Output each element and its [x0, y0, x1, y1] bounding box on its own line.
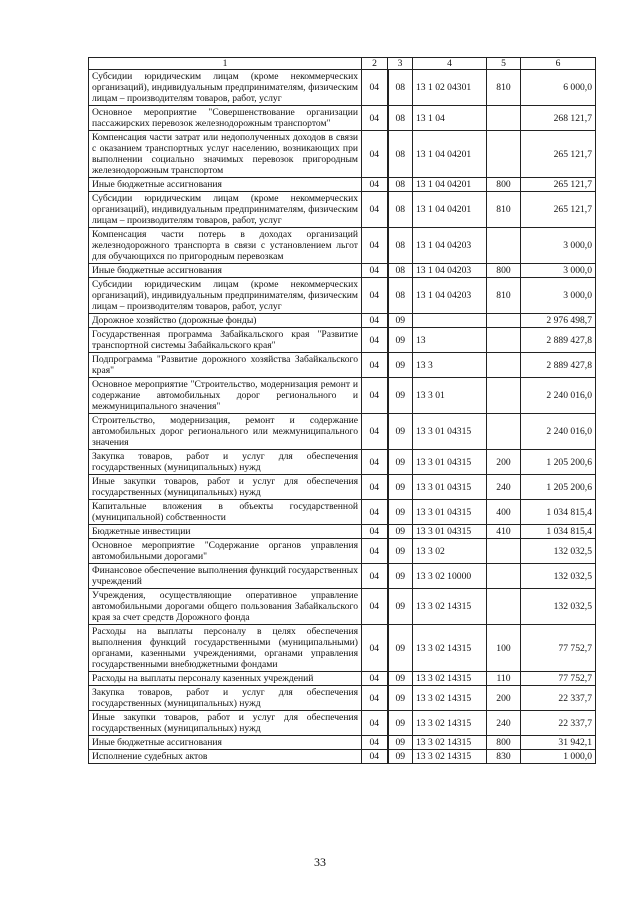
- row-description: Расходы на выплаты персоналу в целях обеспечения выполнения функций государственными (муниципальными) органами, казенными учреждениями, органами управления государственными внебюджетными фондами: [89, 625, 362, 672]
- row-expense-type: [487, 414, 521, 450]
- row-target-article: 13 3 01 04315: [413, 450, 487, 475]
- row-description: Основное мероприятие "Строительство, модернизация ремонт и содержание автомобильных дорог регионального и межмуниципального значения": [89, 378, 362, 414]
- header-col-3: 3: [388, 58, 413, 70]
- table-row: [89, 736, 596, 750]
- row-description: Закупка товаров, работ и услуг для обеспечения государственных (муниципальных) нужд: [89, 450, 362, 475]
- row-section: 04: [362, 672, 388, 686]
- row-section: 04: [362, 278, 388, 314]
- row-target-article: 13 1 04 04203: [413, 264, 487, 278]
- row-target-article: 13 3 02 14315: [413, 750, 487, 764]
- row-expense-type: 800: [487, 178, 521, 192]
- header-col-6: 6: [521, 58, 596, 70]
- row-amount: 1 205 200,6: [521, 475, 596, 500]
- row-amount: 1 034 815,4: [521, 500, 596, 525]
- row-target-article: 13 3 02 14315: [413, 686, 487, 711]
- row-expense-type: 830: [487, 750, 521, 764]
- budget-table: [88, 57, 596, 764]
- row-expense-type: [487, 131, 521, 178]
- row-expense-type: [487, 228, 521, 264]
- row-description: Закупка товаров, работ и услуг для обеспечения государственных (муниципальных) нужд: [89, 686, 362, 711]
- row-amount: 22 337,7: [521, 711, 596, 736]
- table-row: [89, 500, 596, 525]
- row-subsection: 08: [388, 178, 413, 192]
- page-number: 33: [314, 855, 326, 869]
- row-target-article: 13 3 02 14315: [413, 625, 487, 672]
- row-amount: 268 121,7: [521, 106, 596, 131]
- row-subsection: 09: [388, 564, 413, 589]
- table-row: [89, 625, 596, 672]
- row-section: 04: [362, 475, 388, 500]
- row-target-article: 13 1 04 04203: [413, 278, 487, 314]
- row-section: 04: [362, 589, 388, 625]
- row-section: 04: [362, 625, 388, 672]
- row-amount: 265 121,7: [521, 131, 596, 178]
- row-amount: 2 976 498,7: [521, 314, 596, 328]
- table-row: [89, 589, 596, 625]
- row-description: Основное мероприятие "Совершенствование организации пассажирских перевозок железнодорожным транспортом": [89, 106, 362, 131]
- table-row: [89, 525, 596, 539]
- table-row: [89, 70, 596, 106]
- table-row: [89, 106, 596, 131]
- table-row: [89, 314, 596, 328]
- row-subsection: 08: [388, 228, 413, 264]
- row-target-article: 13 3 01: [413, 378, 487, 414]
- row-subsection: 08: [388, 131, 413, 178]
- row-description: Компенсация части затрат или недополученных доходов в связи с оказанием транспортных услуг населению, возникающих при выполнении социально значимых перевозок пригородным железнодорожным транспортом: [89, 131, 362, 178]
- row-description: Капитальные вложения в объекты государственной (муниципальной) собственности: [89, 500, 362, 525]
- header-col-5: 5: [487, 58, 521, 70]
- table-row: [89, 228, 596, 264]
- row-section: 04: [362, 264, 388, 278]
- row-expense-type: 810: [487, 192, 521, 228]
- row-target-article: 13 3 01 04315: [413, 475, 487, 500]
- row-expense-type: 400: [487, 500, 521, 525]
- row-expense-type: [487, 539, 521, 564]
- row-section: 04: [362, 314, 388, 328]
- row-amount: 2 889 427,8: [521, 353, 596, 378]
- row-amount: 132 032,5: [521, 564, 596, 589]
- row-amount: 31 942,1: [521, 736, 596, 750]
- row-target-article: 13 3 02 10000: [413, 564, 487, 589]
- row-expense-type: 240: [487, 711, 521, 736]
- row-expense-type: [487, 353, 521, 378]
- table-row: [89, 672, 596, 686]
- row-section: 04: [362, 736, 388, 750]
- header-col-1: 1: [89, 58, 362, 70]
- row-description: Компенсация части потерь в доходах организаций железнодорожного транспорта в связи с установлением льгот для обучающихся по пригородным перевозкам: [89, 228, 362, 264]
- row-target-article: [413, 314, 487, 328]
- row-subsection: 09: [388, 475, 413, 500]
- row-subsection: 09: [388, 378, 413, 414]
- row-subsection: 09: [388, 314, 413, 328]
- row-target-article: 13: [413, 328, 487, 353]
- row-description: Бюджетные инвестиции: [89, 525, 362, 539]
- row-subsection: 09: [388, 625, 413, 672]
- row-subsection: 09: [388, 750, 413, 764]
- row-section: 04: [362, 378, 388, 414]
- row-description: Государственная программа Забайкальского края "Развитие транспортной системы Забайкальского края": [89, 328, 362, 353]
- row-expense-type: 810: [487, 278, 521, 314]
- table-row: [89, 328, 596, 353]
- row-section: 04: [362, 414, 388, 450]
- row-target-article: 13 3 02 14315: [413, 711, 487, 736]
- table-row: [89, 278, 596, 314]
- row-target-article: 13 1 04 04201: [413, 131, 487, 178]
- row-amount: 132 032,5: [521, 539, 596, 564]
- row-expense-type: [487, 328, 521, 353]
- row-subsection: 09: [388, 500, 413, 525]
- row-subsection: 09: [388, 672, 413, 686]
- row-subsection: 09: [388, 589, 413, 625]
- row-expense-type: 800: [487, 736, 521, 750]
- row-section: 04: [362, 178, 388, 192]
- row-target-article: 13 1 04: [413, 106, 487, 131]
- row-subsection: 09: [388, 353, 413, 378]
- row-description: Иные закупки товаров, работ и услуг для обеспечения государственных (муниципальных) нужд: [89, 711, 362, 736]
- row-target-article: 13 3 01 04315: [413, 500, 487, 525]
- row-subsection: 09: [388, 450, 413, 475]
- table-row: [89, 131, 596, 178]
- row-expense-type: 110: [487, 672, 521, 686]
- table-row: [89, 353, 596, 378]
- row-description: Строительство, модернизация, ремонт и содержание автомобильных дорог регионального или межмуниципального значения: [89, 414, 362, 450]
- row-target-article: 13 1 04 04201: [413, 178, 487, 192]
- row-target-article: 13 3: [413, 353, 487, 378]
- row-description: Субсидии юридическим лицам (кроме некоммерческих организаций), индивидуальным предпринимателям, физическим лицам – производителям товаров, работ, услуг: [89, 70, 362, 106]
- table-row: [89, 192, 596, 228]
- row-expense-type: 810: [487, 70, 521, 106]
- row-section: 04: [362, 711, 388, 736]
- table-row: [89, 178, 596, 192]
- row-subsection: 08: [388, 70, 413, 106]
- row-subsection: 09: [388, 414, 413, 450]
- row-subsection: 08: [388, 264, 413, 278]
- row-description: Субсидии юридическим лицам (кроме некоммерческих организаций), индивидуальным предпринимателям, физическим лицам – производителям товаров, работ, услуг: [89, 192, 362, 228]
- row-target-article: 13 1 04 04201: [413, 192, 487, 228]
- row-expense-type: 200: [487, 686, 521, 711]
- row-amount: 132 032,5: [521, 589, 596, 625]
- row-amount: 77 752,7: [521, 672, 596, 686]
- header-row: [89, 58, 596, 70]
- row-description: Финансовое обеспечение выполнения функций государственных учреждений: [89, 564, 362, 589]
- row-expense-type: [487, 564, 521, 589]
- row-subsection: 09: [388, 328, 413, 353]
- row-subsection: 09: [388, 736, 413, 750]
- row-amount: 1 034 815,4: [521, 525, 596, 539]
- row-amount: 2 240 016,0: [521, 414, 596, 450]
- table-row: [89, 414, 596, 450]
- row-subsection: 09: [388, 711, 413, 736]
- row-target-article: 13 3 02 14315: [413, 589, 487, 625]
- table-row: [89, 264, 596, 278]
- table-row: [89, 711, 596, 736]
- row-section: 04: [362, 564, 388, 589]
- row-amount: 265 121,7: [521, 192, 596, 228]
- row-target-article: 13 3 01 04315: [413, 414, 487, 450]
- row-section: 04: [362, 192, 388, 228]
- row-section: 04: [362, 500, 388, 525]
- table-row: [89, 564, 596, 589]
- row-subsection: 09: [388, 686, 413, 711]
- row-target-article: 13 1 02 04301: [413, 70, 487, 106]
- row-description: Исполнение судебных актов: [89, 750, 362, 764]
- row-amount: 2 889 427,8: [521, 328, 596, 353]
- row-expense-type: 100: [487, 625, 521, 672]
- row-section: 04: [362, 450, 388, 475]
- row-target-article: 13 3 02 14315: [413, 672, 487, 686]
- row-amount: 6 000,0: [521, 70, 596, 106]
- row-amount: 22 337,7: [521, 686, 596, 711]
- row-subsection: 08: [388, 192, 413, 228]
- table-row: [89, 378, 596, 414]
- row-description: Иные закупки товаров, работ и услуг для обеспечения государственных (муниципальных) нужд: [89, 475, 362, 500]
- row-section: 04: [362, 131, 388, 178]
- row-section: 04: [362, 328, 388, 353]
- row-target-article: 13 3 02 14315: [413, 736, 487, 750]
- table-row: [89, 539, 596, 564]
- header-col-4: 4: [413, 58, 487, 70]
- row-target-article: 13 3 02: [413, 539, 487, 564]
- row-expense-type: 240: [487, 475, 521, 500]
- row-amount: 3 000,0: [521, 228, 596, 264]
- row-description: Субсидии юридическим лицам (кроме некоммерческих организаций), индивидуальным предпринимателям, физическим лицам – производителям товаров, работ, услуг: [89, 278, 362, 314]
- row-subsection: 08: [388, 106, 413, 131]
- table-row: [89, 686, 596, 711]
- row-amount: 1 000,0: [521, 750, 596, 764]
- row-subsection: 09: [388, 539, 413, 564]
- row-description: Учреждения, осуществляющие оперативное управление автомобильными дорогами общего пользования Забайкальского края за счет средств Дорожного фонда: [89, 589, 362, 625]
- row-description: Иные бюджетные ассигнования: [89, 736, 362, 750]
- row-section: 04: [362, 228, 388, 264]
- row-expense-type: [487, 378, 521, 414]
- table-row: [89, 475, 596, 500]
- row-section: 04: [362, 525, 388, 539]
- row-amount: 1 205 200,6: [521, 450, 596, 475]
- row-expense-type: 200: [487, 450, 521, 475]
- row-subsection: 08: [388, 278, 413, 314]
- row-amount: 3 000,0: [521, 278, 596, 314]
- row-subsection: 09: [388, 525, 413, 539]
- row-expense-type: [487, 589, 521, 625]
- row-description: Расходы на выплаты персоналу казенных учреждений: [89, 672, 362, 686]
- row-section: 04: [362, 70, 388, 106]
- row-amount: 265 121,7: [521, 178, 596, 192]
- row-amount: 2 240 016,0: [521, 378, 596, 414]
- row-description: Подпрограмма "Развитие дорожного хозяйства Забайкальского края": [89, 353, 362, 378]
- header-col-2: 2: [362, 58, 388, 70]
- row-description: Иные бюджетные ассигнования: [89, 264, 362, 278]
- row-section: 04: [362, 686, 388, 711]
- row-expense-type: 800: [487, 264, 521, 278]
- row-expense-type: [487, 314, 521, 328]
- row-target-article: 13 1 04 04203: [413, 228, 487, 264]
- row-section: 04: [362, 106, 388, 131]
- row-section: 04: [362, 353, 388, 378]
- row-description: Основное мероприятие "Содержание органов управления автомобильными дорогами": [89, 539, 362, 564]
- row-section: 04: [362, 750, 388, 764]
- row-amount: 3 000,0: [521, 264, 596, 278]
- row-amount: 77 752,7: [521, 625, 596, 672]
- table-row: [89, 750, 596, 764]
- row-description: Дорожное хозяйство (дорожные фонды): [89, 314, 362, 328]
- row-target-article: 13 3 01 04315: [413, 525, 487, 539]
- table-row: [89, 450, 596, 475]
- row-description: Иные бюджетные ассигнования: [89, 178, 362, 192]
- row-expense-type: 410: [487, 525, 521, 539]
- row-expense-type: [487, 106, 521, 131]
- row-section: 04: [362, 539, 388, 564]
